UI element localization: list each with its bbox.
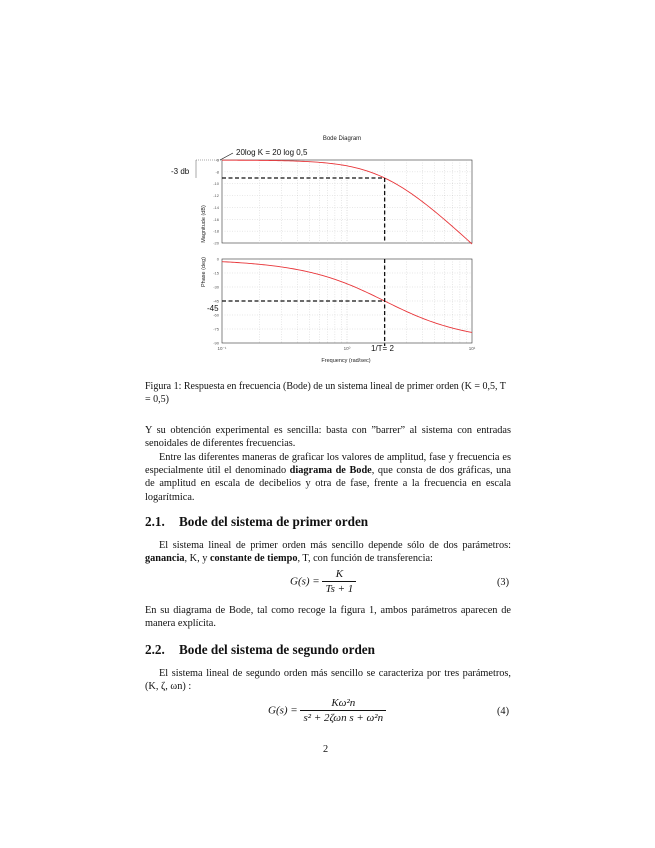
paragraph-2-bold: diagrama de Bode	[289, 465, 372, 477]
equation-3-numerator: K	[322, 568, 356, 582]
mag-ytick-label: -10	[213, 181, 219, 187]
ylabel-phase: Phase (deg)	[201, 257, 207, 287]
paragraph-5	[145, 667, 511, 693]
phase-ytick-label: -90	[213, 340, 219, 346]
paragraph-1-text: Y su obtención experimental es sencilla: basta con ”barrer” al sistema con entradas senoidales de diferentes frecuencias.	[145, 425, 511, 450]
mag-ytick-label: -12	[213, 193, 219, 199]
gain-annotation: 20log K = 20 log 0,5	[236, 148, 308, 157]
phase-ytick-label: -45	[213, 298, 219, 304]
mag-ytick-label: -14	[213, 204, 219, 210]
xlabel: Frequency (rad/sec)	[321, 358, 371, 364]
paragraph-2-text-b: , que consta de dos gráficas, una de amplitud en escala de decibelios y otra de fase, frente a la frecuencia en escala logarítmica.	[145, 465, 511, 503]
paragraph-3-bold-time-constant: constante de tiempo	[209, 553, 298, 565]
section-2-2-title: Bode del sistema de segundo orden	[179, 642, 375, 657]
gain-annotation-leader	[220, 153, 233, 160]
figure-caption: Figura 1: Respuesta en frecuencia (Bode) de un sistema lineal de primer orden (K = 0,5, T = 0,5)	[145, 381, 506, 405]
mag-ytick-label: -20	[213, 240, 219, 246]
bode-figure	[0, 0, 655, 375]
mag-ytick-label: -16	[213, 216, 219, 222]
paragraph-2-text-a: Entre las diferentes maneras de graficar los valores de amplitud, fase y frecuencia es especialmente útil el denominado	[145, 452, 511, 477]
section-2-1-heading	[145, 514, 368, 530]
page-number: 2	[323, 744, 329, 755]
paragraph-3	[145, 539, 511, 565]
paragraph-3-bold-gain: ganancia	[145, 553, 185, 565]
equation-3-number: (3)	[497, 577, 510, 588]
phase-ytick-label: 0	[216, 256, 219, 262]
section-2-1-number: 2.1.	[145, 514, 165, 529]
equation-4-denominator: s² + 2ζωn s + ω²n	[303, 712, 384, 724]
phase-ytick-label: -15	[213, 270, 219, 276]
phase-panel	[213, 257, 476, 352]
minus3db-label: -3 db	[171, 167, 190, 176]
xtick-label: 10¹	[468, 346, 476, 351]
mag-ytick-label: -8	[215, 169, 219, 175]
equation-3-denominator: Ts + 1	[325, 583, 354, 595]
equation-4-fraction	[300, 697, 386, 724]
phase-ytick-label: -60	[213, 312, 219, 318]
equation-3-fraction	[322, 568, 356, 595]
mag-ytick-label: -18	[213, 228, 219, 234]
paragraph-5-text: El sistema lineal de segundo orden más sencillo se caracteriza por tres parámetros, (K, ζ, ωn) :	[145, 668, 511, 693]
equation-3	[290, 568, 356, 595]
minus45-label: -45	[207, 304, 219, 313]
equation-4-lhs: G(s) =	[268, 704, 298, 717]
section-2-1-title: Bode del sistema de primer orden	[179, 514, 369, 529]
section-2-2-number: 2.2.	[145, 642, 165, 657]
equation-3-lhs: G(s) =	[290, 575, 320, 588]
paragraph-3-text-d: , T, con función de transferencia:	[297, 553, 433, 565]
equation-4-numerator: Kω²n	[300, 697, 386, 711]
paragraph-4-text: En su diagrama de Bode, tal como recoge la figura 1, ambos parámetros aparecen de manera explícita.	[145, 605, 511, 630]
phase-ytick-label: -75	[213, 326, 219, 332]
corner-frequency-label: 1/T= 2	[371, 344, 394, 353]
magnitude-panel	[196, 158, 472, 246]
phase-ytick-label: -30	[213, 284, 219, 290]
paragraph-3-text-c: , K, y	[184, 553, 210, 565]
xtick-label: 10⁻¹	[217, 346, 227, 351]
ylabel-magnitude: Magnitude (dB)	[201, 205, 207, 243]
paragraph-1	[145, 424, 511, 450]
mag-ytick-label: -6	[215, 157, 219, 163]
figure-title: Bode Diagram	[322, 136, 362, 142]
equation-4	[268, 697, 386, 724]
paragraph-3-text-a: El sistema lineal de primer orden más sencillo depende sólo de dos parámetros:	[159, 540, 511, 551]
section-2-2-heading	[145, 642, 375, 658]
paragraph-4	[145, 604, 511, 630]
xtick-label: 10⁰	[343, 346, 351, 351]
equation-4-number: (4)	[497, 706, 510, 717]
paragraph-2	[145, 451, 511, 504]
